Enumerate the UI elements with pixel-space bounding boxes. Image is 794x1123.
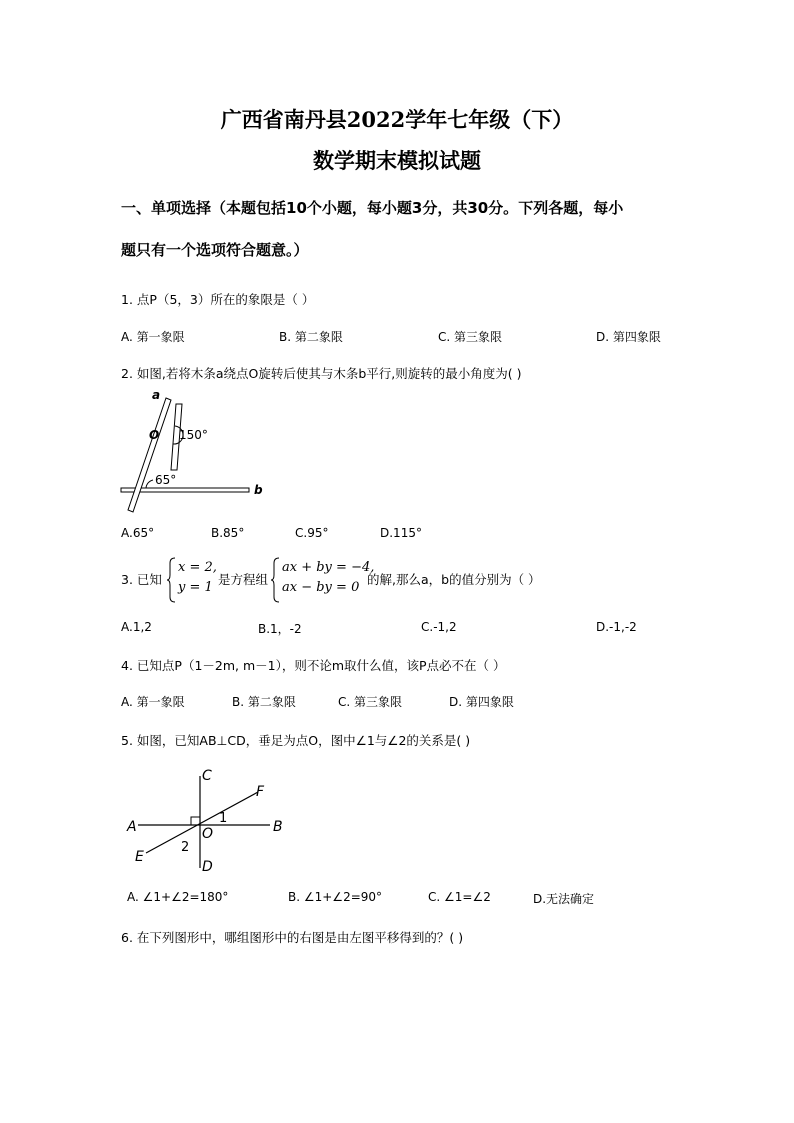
label-E: E — [135, 849, 144, 865]
q2-figure — [115, 388, 275, 518]
question-3-middle: 是方程组 — [218, 572, 269, 587]
line-ef — [146, 792, 258, 853]
question-3-suffix: 的解,那么a，b的值分别为（ ） — [367, 572, 541, 587]
q3-sys2-line2: ax − by = 0 — [282, 580, 360, 595]
q2-option-b: B.85° — [211, 526, 245, 540]
q4-option-c: C. 第三象限 — [338, 695, 403, 709]
q1-option-a: A. 第一象限 — [121, 330, 185, 344]
question-2-stem: 2. 如图,若将木条a绕点O旋转后使其与木条b平行,则旋转的最小角度为( ) — [121, 366, 522, 381]
angle-arc-65 — [146, 480, 153, 488]
q3-sys2-line1: ax + by = −4, — [282, 560, 375, 575]
section-heading-line2: 题只有一个选项符合题意。） — [121, 241, 309, 259]
q3-system-2 — [282, 558, 374, 598]
label-F: F — [256, 784, 265, 800]
q4-option-a: A. 第一象限 — [121, 695, 185, 709]
angle-2-label: 2 — [181, 840, 190, 855]
label-o: O — [149, 428, 160, 442]
stick-a — [128, 398, 171, 512]
q2-option-c: C.95° — [295, 526, 329, 540]
label-b: b — [254, 483, 263, 497]
question-4-stem: 4. 已知点P（1－2m, m－1），则不论m取什么值，该P点必不在（ ） — [121, 658, 506, 673]
q4-option-b: B. 第二象限 — [232, 695, 296, 709]
label-O: O — [202, 826, 214, 842]
q3-option-a: A.1,2 — [121, 620, 152, 634]
q3-option-b: B.1，-2 — [258, 622, 302, 636]
label-D: D — [202, 859, 213, 875]
label-150: 150° — [179, 428, 208, 442]
question-6-stem: 6. 在下列图形中，哪组图形中的右图是由左图平移得到的？( ) — [121, 930, 464, 945]
q5-option-c: C. ∠1=∠2 — [428, 890, 491, 904]
q3-brace-1 — [166, 557, 176, 603]
q2-option-d: D.115° — [380, 526, 422, 540]
q4-option-d: D. 第四象限 — [449, 695, 514, 709]
label-B: B — [273, 819, 283, 835]
q2-option-a: A.65° — [121, 526, 155, 540]
q3-brace-2 — [270, 557, 280, 603]
q1-option-b: B. 第二象限 — [279, 330, 343, 344]
question-3-prefix: 3. 已知 — [121, 572, 162, 587]
label-A: A — [127, 819, 137, 835]
q3-sys1-line2: y = 1 — [178, 580, 213, 595]
q3-system-1 — [178, 558, 217, 598]
label-a: a — [152, 388, 161, 402]
label-65: 65° — [155, 473, 177, 487]
q1-option-c: C. 第三象限 — [438, 330, 503, 344]
q5-option-d: D.无法确定 — [533, 892, 595, 906]
q5-figure — [118, 762, 298, 877]
section-heading-line1: 一、单项选择（本题包括10个小题，每小题3分，共30分。下列各题，每小 — [121, 199, 624, 217]
q3-option-c: C.-1,2 — [421, 620, 457, 634]
question-1-stem: 1. 点P（5，3）所在的象限是（ ） — [121, 292, 315, 307]
page-title: 广西省南丹县2022学年七年级（下） — [220, 107, 574, 132]
q5-option-b: B. ∠1+∠2=90° — [288, 890, 383, 904]
page-subtitle: 数学期末模拟试题 — [313, 148, 481, 173]
angle-1-label: 1 — [219, 811, 228, 826]
q3-sys1-line1: x = 2, — [178, 560, 217, 575]
q5-option-a: A. ∠1+∠2=180° — [127, 890, 229, 904]
label-C: C — [202, 768, 212, 784]
question-5-stem: 5. 如图，已知AB⊥CD，垂足为点O，图中∠1与∠2的关系是( ) — [121, 733, 471, 748]
q3-option-d: D.-1,-2 — [596, 620, 637, 634]
q1-option-d: D. 第四象限 — [596, 330, 661, 344]
